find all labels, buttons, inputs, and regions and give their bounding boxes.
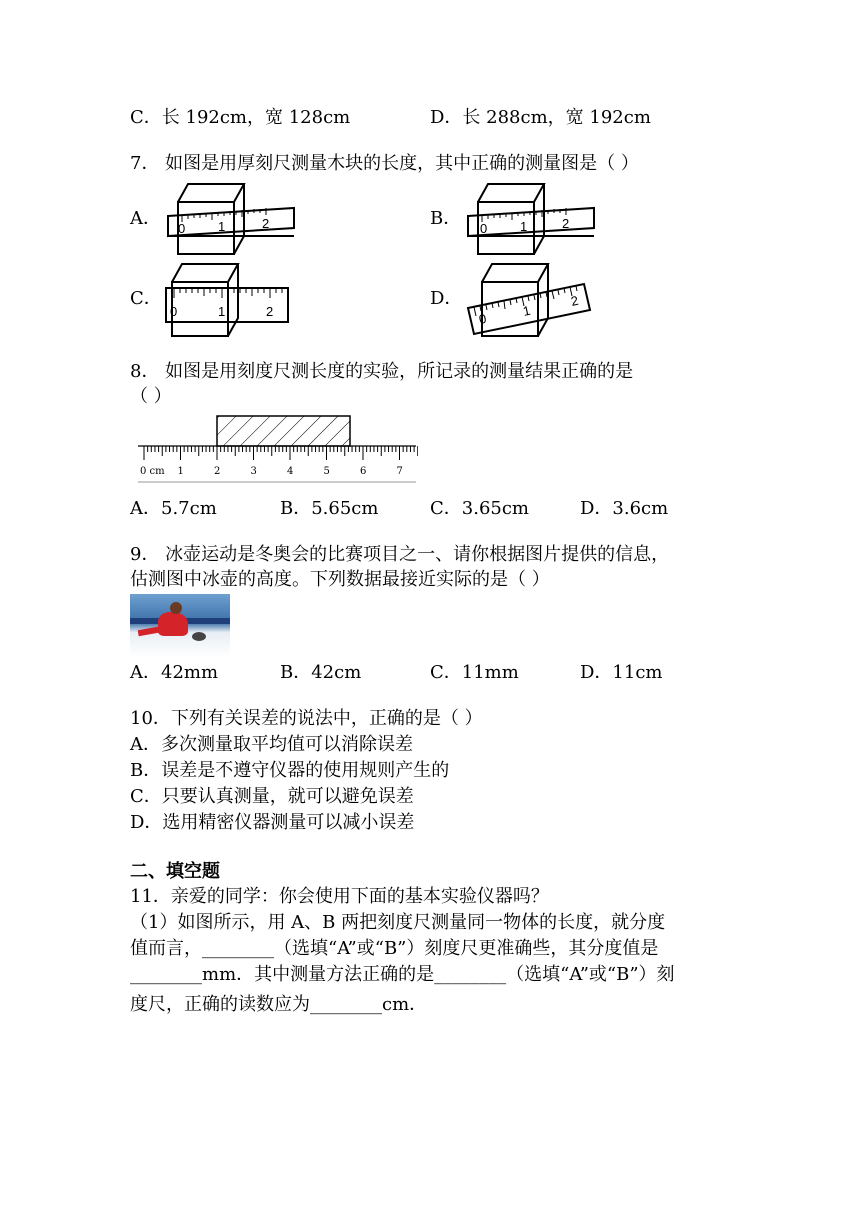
q11-line3: 值而言，________（选填“A”或“B”）刻度尺更准确些，其分度值是	[130, 938, 659, 959]
q8-ruler-label: 3	[250, 466, 257, 477]
q10-option-a: A．多次测量取平均值可以消除误差	[130, 734, 413, 755]
q9-option-c: C．11mm	[430, 662, 519, 683]
q8-ruler-label: 1	[177, 466, 184, 477]
q10-option-c: C．只要认真测量，就可以避免误差	[130, 786, 414, 807]
q7d-tick-2: 2	[569, 292, 580, 309]
q9-option-a: A．42mm	[130, 662, 219, 683]
q7a-tick-1: 1	[218, 219, 226, 234]
q7-label-a: A．	[130, 208, 161, 229]
q7c-tick-0: 0	[170, 304, 178, 319]
q9-option-b: B．42cm	[280, 662, 362, 683]
q7-label-d: D．	[430, 288, 463, 309]
q8-ruler-label: 6	[360, 466, 367, 477]
q8-stem: 8． 如图是用刻度尺测长度的实验，所记录的测量结果正确的是	[130, 361, 634, 382]
q7-figure-b	[466, 178, 596, 258]
q9-stem-line1: 9． 冰壶运动是冬奥会的比赛项目之一、请你根据图片提供的信息，	[130, 544, 670, 565]
q7-label-c: C．	[130, 288, 162, 309]
q11-line4: ________mm．其中测量方法正确的是________（选填“A”或“B”）刻	[130, 964, 675, 985]
q7a-tick-0: 0	[178, 221, 186, 236]
q7b-tick-2: 2	[562, 216, 570, 231]
q7a-tick-2: 2	[262, 216, 270, 231]
q7c-tick-1: 1	[218, 304, 226, 319]
q7d-tick-1: 1	[521, 302, 532, 319]
q8-option-b: B．5.65cm	[280, 498, 379, 519]
q7-stem: 7． 如图是用厚刻尺测量木块的长度，其中正确的测量图是（ ）	[130, 153, 639, 174]
q10-stem: 10．下列有关误差的说法中，正确的是（ ）	[130, 708, 483, 729]
q10-option-b: B．误差是不遵守仪器的使用规则产生的	[130, 760, 450, 781]
q8-option-d: D．3.6cm	[580, 498, 669, 519]
section-heading: 二、填空题	[130, 861, 220, 882]
q10-option-d: D．选用精密仪器测量可以减小误差	[130, 812, 415, 833]
q7b-tick-0: 0	[480, 221, 488, 236]
q8-ruler-figure	[138, 412, 418, 486]
q8-option-c: C．3.65cm	[430, 498, 529, 519]
curling-stone	[192, 632, 206, 641]
q9-stem-line2: 估测图中冰壶的高度。下列数据最接近实际的是（ ）	[130, 569, 550, 590]
q7-figure-c	[160, 258, 294, 338]
q6-option-d: D．长 288cm，宽 192cm	[430, 107, 651, 128]
q9-option-d: D．11cm	[580, 662, 663, 683]
q8-ruler-label: 2	[214, 466, 221, 477]
q7b-tick-1: 1	[520, 219, 528, 234]
q8-hatched-object	[217, 416, 350, 446]
q7-figure-a	[166, 178, 296, 258]
q11-line5: 度尺，正确的读数应为________cm．	[130, 994, 428, 1015]
q6-option-c: C．长 192cm，宽 128cm	[130, 107, 351, 128]
q7-label-b: B．	[430, 208, 462, 229]
q7d-tick-0: 0	[477, 310, 488, 327]
q8-option-a: A．5.7cm	[130, 498, 217, 519]
curling-photo	[130, 594, 230, 658]
q11-line1: 11．亲爱的同学：你会使用下面的基本实验仪器吗？	[130, 886, 549, 907]
q8-ruler-label: 0 cm	[140, 466, 165, 477]
q8-ruler-label: 5	[323, 466, 330, 477]
q8-ruler-label: 4	[287, 466, 294, 477]
q8-ruler-label: 7	[396, 466, 403, 477]
q7c-tick-2: 2	[266, 304, 274, 319]
q8-stem-tail: （ ）	[130, 386, 172, 407]
q7-figure-d	[460, 258, 600, 340]
q11-line2: （1）如图所示，用 A、B 两把刻度尺测量同一物体的长度，就分度	[130, 912, 666, 933]
